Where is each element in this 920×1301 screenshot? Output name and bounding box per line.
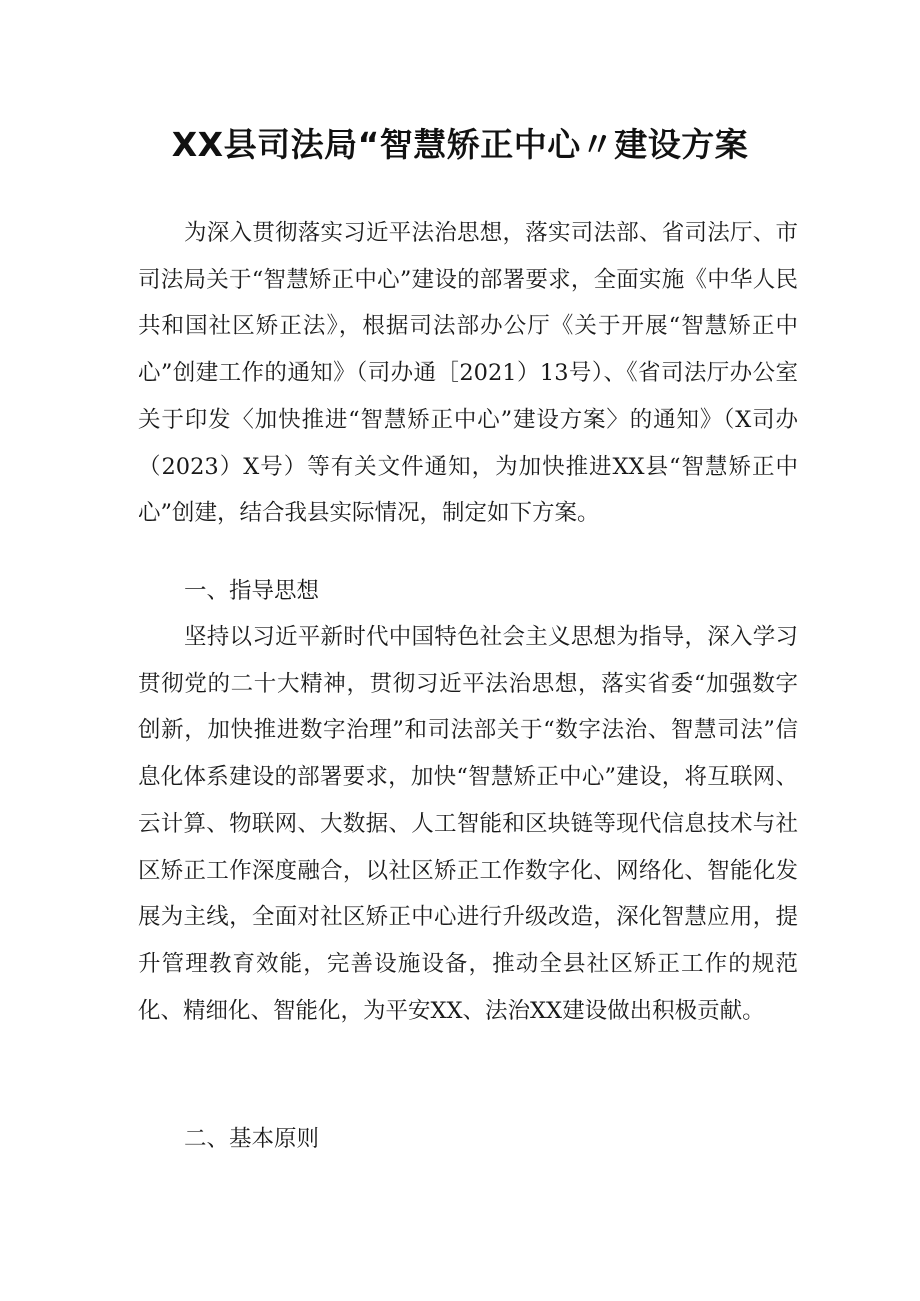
section-heading-basic-principles: 二、基本原则 — [184, 1126, 320, 1152]
section-heading-guiding-ideology: 一、指导思想 — [184, 578, 320, 604]
document-title: XX县司法局“智慧矫正中心〃建设方案 — [171, 125, 749, 164]
intro-paragraph: 为深入贯彻落实习近平法治思想，落实司法部、省司法厅、市司法局关于“智慧矫正中心”建设的部署要求，全面实施《中华人民共和国社区矫正法》，根据司法部办公厅《关于开展“智慧矫正中心”创建工作的通知》（司办通［2021）13号）、《省司法厅办公室关于印发〈加快推进“智慧矫正中心”建设方案〉的通知》（X司办（2023）X号）等有关文件通知，为加快推进XX县“智慧矫正中心”创建，结合我县实际情况，制定如下方案。 — [138, 220, 798, 527]
guiding-ideology-paragraph: 坚持以习近平新时代中国特色社会主义思想为指导，深入学习贯彻党的二十大精神，贯彻习近平法治思想，落实省委“加强数字创新，加快推进数字治理”和司法部关于“数字法治、智慧司法”信息化体系建设的部署要求，加快“智慧矫正中心”建设，将互联网、云计算、物联网、大数据、人工智能和区块链等现代信息技术与社区矫正工作深度融合，以社区矫正工作数字化、网络化、智能化发展为主线，全面对社区矫正中心进行升级改造，深化智慧应用，提升管理教育效能，完善设施设备，推动全县社区矫正工作的规范化、精细化、智能化，为平安XX、法治XX建设做出积极贡献。 — [138, 624, 798, 1024]
